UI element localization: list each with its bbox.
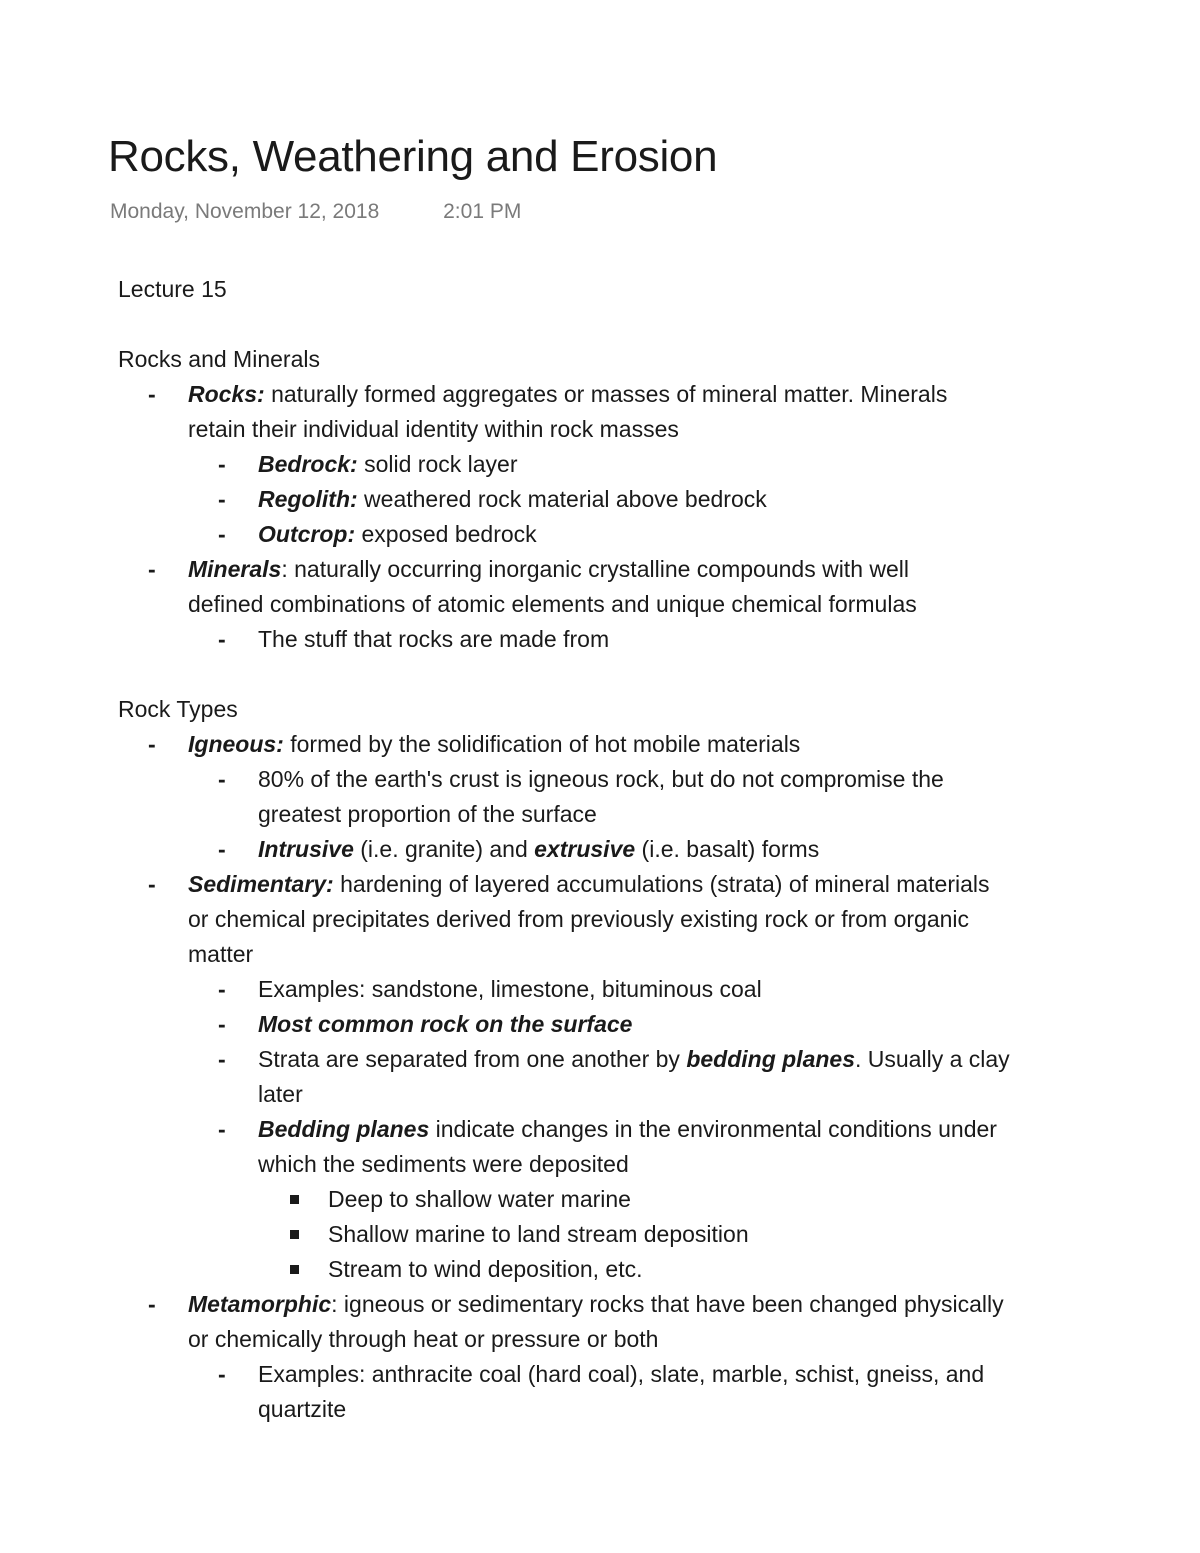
list-item-igneous [118,727,1128,762]
square-bullet-icon [290,1195,299,1204]
dash-bullet: - [148,1291,156,1317]
lecture-label: Lecture 15 [118,276,227,302]
definition-text: : igneous or sedimentary rocks that have been changed physically [331,1291,1004,1317]
list-item-text: Stream to wind deposition, etc. [328,1256,643,1282]
list-item-outcrop [118,517,1128,552]
dash-bullet: - [218,521,226,547]
list-item-minerals [118,552,1128,587]
list-item-text: Most common rock on the surface [258,1011,633,1037]
list-item-continuation: or chemically through heat or pressure or both [188,1326,659,1352]
term-metamorphic: Metamorphic [188,1291,332,1317]
section-heading-rock-types: Rock Types [118,696,238,722]
definition-text: hardening of layered accumulations (strata) of mineral materials [333,871,990,897]
list-item-bedrock [118,447,1128,482]
dash-bullet: - [148,731,156,757]
term-igneous: Igneous: [188,731,284,757]
term-rocks: Rocks: [188,381,265,407]
list-item-sedimentary [118,867,1128,902]
term-bedrock: Bedrock: [258,451,358,477]
list-item-text: (i.e. granite) and [353,836,535,862]
dash-bullet: - [148,381,156,407]
page-title: Rocks, Weathering and Erosion [108,132,718,181]
list-item-text: . Usually a clay [855,1046,1010,1072]
list-item-metamorphic [118,1287,1128,1322]
note-time: 2:01 PM [443,200,522,223]
section-heading-rocks-minerals: Rocks and Minerals [118,346,320,372]
definition-text: solid rock layer [357,451,518,477]
list-item-continuation: later [258,1081,303,1107]
list-item-square-bullet [118,1252,1128,1287]
list-item-minerals-sub [118,622,1128,657]
list-item-text: Deep to shallow water marine [328,1186,631,1212]
term-bedding-planes: Bedding planes [258,1116,430,1142]
note-timestamp [110,200,521,224]
definition-text: formed by the solidification of hot mobile materials [283,731,801,757]
dash-bullet: - [218,1116,226,1142]
dash-bullet: - [218,1046,226,1072]
square-bullet-icon [290,1265,299,1274]
term-regolith: Regolith: [258,486,358,512]
list-item-text: Strata are separated from one another by [258,1046,687,1072]
list-item-strata [118,1042,1128,1077]
dash-bullet: - [218,766,226,792]
definition-text: : naturally occurring inorganic crystalline compounds with well [281,556,909,582]
list-item-continuation: greatest proportion of the surface [258,801,597,827]
list-item-igneous-crust [118,762,1128,797]
dash-bullet: - [218,976,226,1002]
list-item-continuation: matter [188,941,254,967]
dash-bullet: - [148,871,156,897]
list-item-square-bullet [118,1182,1128,1217]
dash-bullet: - [148,556,156,582]
list-item-text: Shallow marine to land stream deposition [328,1221,749,1247]
list-item-continuation: or chemical precipitates derived from previously existing rock or from organic [188,906,970,932]
note-body [118,272,1128,1427]
list-item-meta-examples [118,1357,1128,1392]
list-item-continuation: quartzite [258,1396,347,1422]
square-bullet-icon [290,1230,299,1239]
list-item-sed-common [118,1007,1128,1042]
list-item-text: Examples: sandstone, limestone, bituminous coal [258,976,762,1002]
term-bedding-planes: bedding planes [686,1046,855,1072]
term-intrusive: Intrusive [258,836,354,862]
list-item-intrusive-extrusive [118,832,1128,867]
dash-bullet: - [218,836,226,862]
note-date: Monday, November 12, 2018 [110,200,380,223]
list-item-text: 80% of the earth's crust is igneous rock, but do not compromise the [258,766,944,792]
term-extrusive: extrusive [534,836,636,862]
dash-bullet: - [218,1361,226,1387]
dash-bullet: - [218,451,226,477]
definition-text: weathered rock material above bedrock [357,486,767,512]
list-item-text: (i.e. basalt) forms [635,836,820,862]
list-item-continuation: defined combinations of atomic elements and unique chemical formulas [188,591,917,617]
list-item-text: Examples: anthracite coal (hard coal), slate, marble, schist, gneiss, and [258,1361,985,1387]
term-minerals: Minerals [188,556,282,582]
list-item-text: The stuff that rocks are made from [258,626,610,652]
dash-bullet: - [218,1011,226,1037]
definition-text: exposed bedrock [355,521,537,547]
list-item-rocks [118,377,1128,412]
dash-bullet: - [218,486,226,512]
definition-text: naturally formed aggregates or masses of mineral matter. Minerals [264,381,948,407]
term-sedimentary: Sedimentary: [188,871,334,897]
list-item-square-bullet [118,1217,1128,1252]
list-item-continuation: which the sediments were deposited [258,1151,629,1177]
list-item-text: indicate changes in the environmental conditions under [429,1116,997,1142]
list-item-bedding-planes [118,1112,1128,1147]
list-item-continuation: retain their individual identity within rock masses [188,416,679,442]
list-item-regolith [118,482,1128,517]
list-item-sed-examples [118,972,1128,1007]
term-outcrop: Outcrop: [258,521,356,547]
dash-bullet: - [218,626,226,652]
